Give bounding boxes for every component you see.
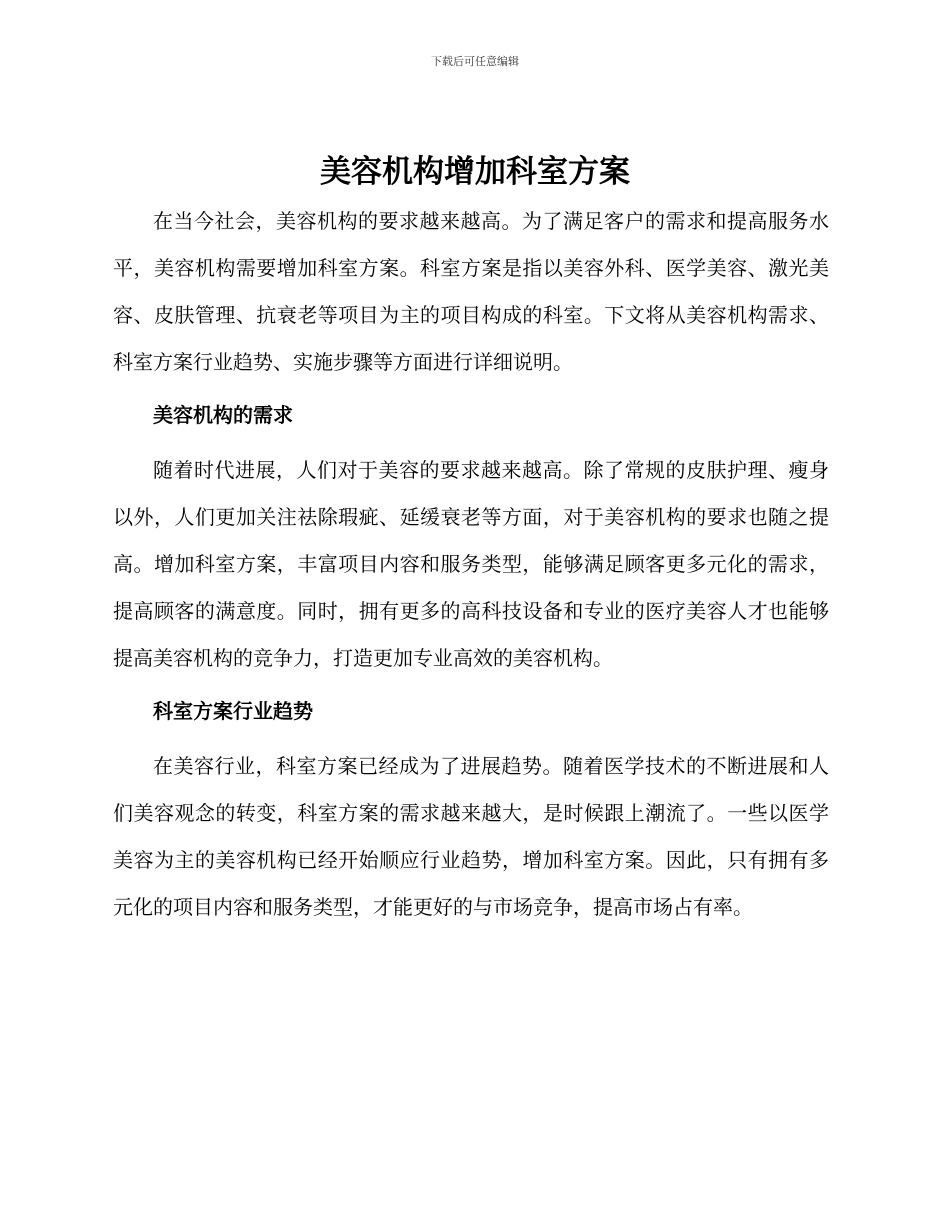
section-body-trends: 在美容行业，科室方案已经成为了进展趋势。随着医学技术的不断进展和人们美容观念的转变，科室方案的需求越来越大，是时候跟上潮流了。一些以医学美容为主的美容机构已经开始顺应行业趋势，增加科室方案。因此，只有拥有多元化的项目内容和服务类型，才能更好的与市场竞争，提高市场占有率。: [113, 754, 829, 919]
document-body: [113, 198, 829, 931]
section-heading-needs: 美容机构的需求: [153, 403, 293, 427]
intro-paragraph: 在当今社会，美容机构的要求越来越高。为了满足客户的需求和提高服务水平，美容机构需要增加科室方案。科室方案是指以美容外科、医学美容、激光美容、皮肤管理、抗衰老等项目为主的项目构成的科室。下文将从美容机构需求、科室方案行业趋势、实施步骤等方面进行详细说明。: [113, 209, 829, 374]
header-note: 下载后可任意编辑: [431, 55, 519, 68]
document-title: 美容机构增加科室方案: [320, 154, 630, 190]
section-heading-trends: 科室方案行业趋势: [153, 699, 313, 723]
section-body-needs: 随着时代进展，人们对于美容的要求越来越高。除了常规的皮肤护理、瘦身以外，人们更加关注祛除瑕疵、延缓衰老等方面，对于美容机构的要求也随之提高。增加科室方案，丰富项目内容和服务类型，能够满足顾客更多元化的需求，提高顾客的满意度。同时，拥有更多的高科技设备和专业的医疗美容人才也能够提高美容机构的竞争力，打造更加专业高效的美容机构。: [113, 458, 829, 670]
